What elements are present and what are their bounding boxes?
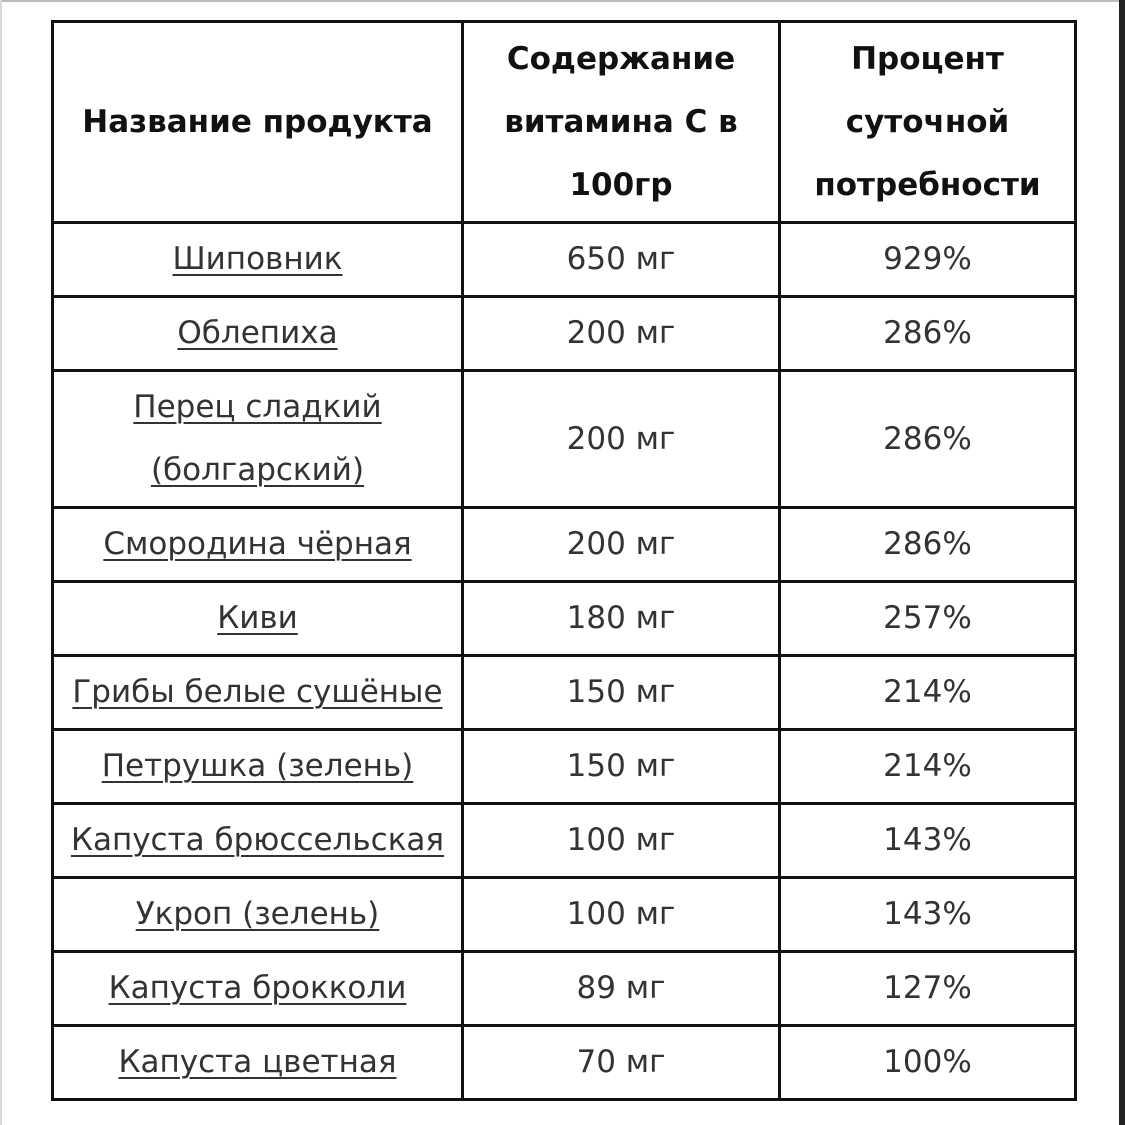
product-link[interactable]: Шиповник — [172, 241, 343, 277]
table-row — [53, 730, 1076, 804]
vitamin-c-cell: 150 мг — [463, 656, 780, 730]
product-link[interactable]: Укроп (зелень) — [135, 896, 380, 932]
vitamin-c-cell: 100 мг — [463, 804, 780, 878]
table-row — [53, 371, 1076, 508]
header-daily-percent: Процент суточной потребности — [780, 22, 1076, 223]
table-row — [53, 952, 1076, 1026]
vitamin-c-cell: 200 мг — [463, 297, 780, 371]
table-row — [53, 878, 1076, 952]
table-row — [53, 508, 1076, 582]
table-row — [53, 223, 1076, 297]
vitamin-c-cell: 650 мг — [463, 223, 780, 297]
product-link[interactable]: Грибы белые сушёные — [72, 674, 443, 710]
daily-percent-cell: 214% — [780, 656, 1076, 730]
window-top-edge — [0, 0, 1125, 2]
vitamin-c-cell: 70 мг — [463, 1026, 780, 1100]
table-row — [53, 297, 1076, 371]
vitamin-c-table — [51, 20, 1077, 1101]
product-cell — [53, 804, 463, 878]
product-cell — [53, 371, 463, 508]
product-cell — [53, 508, 463, 582]
vitamin-c-cell: 200 мг — [463, 371, 780, 508]
daily-percent-cell: 127% — [780, 952, 1076, 1026]
header-vitamin-c-content: Содержание витамина С в 100гр — [463, 22, 780, 223]
product-link[interactable]: Капуста брокколи — [108, 970, 407, 1006]
product-cell — [53, 952, 463, 1026]
table-row — [53, 804, 1076, 878]
window-left-edge — [0, 0, 2, 1125]
daily-percent-cell: 929% — [780, 223, 1076, 297]
product-link[interactable]: Перец сладкий (болгарский) — [133, 389, 382, 488]
table-row — [53, 1026, 1076, 1100]
product-link[interactable]: Петрушка (зелень) — [101, 748, 414, 784]
daily-percent-cell: 286% — [780, 371, 1076, 508]
daily-percent-cell: 214% — [780, 730, 1076, 804]
product-link[interactable]: Облепиха — [177, 315, 338, 351]
table-row — [53, 582, 1076, 656]
product-cell — [53, 1026, 463, 1100]
product-cell — [53, 656, 463, 730]
daily-percent-cell: 257% — [780, 582, 1076, 656]
vitamin-c-cell: 200 мг — [463, 508, 780, 582]
vitamin-c-cell: 150 мг — [463, 730, 780, 804]
product-cell — [53, 223, 463, 297]
table-row — [53, 656, 1076, 730]
header-product-name: Название продукта — [53, 22, 463, 223]
product-link[interactable]: Капуста цветная — [118, 1044, 397, 1080]
vitamin-c-cell: 100 мг — [463, 878, 780, 952]
daily-percent-cell: 286% — [780, 297, 1076, 371]
daily-percent-cell: 100% — [780, 1026, 1076, 1100]
product-link[interactable]: Смородина чёрная — [103, 526, 412, 562]
vitamin-c-cell: 180 мг — [463, 582, 780, 656]
daily-percent-cell: 143% — [780, 878, 1076, 952]
product-link[interactable]: Киви — [217, 600, 298, 636]
scrollbar-edge — [1119, 0, 1125, 1125]
table-header-row — [53, 22, 1076, 223]
product-link[interactable]: Капуста брюссельская — [70, 822, 445, 858]
product-cell — [53, 297, 463, 371]
product-cell — [53, 730, 463, 804]
product-cell — [53, 582, 463, 656]
daily-percent-cell: 143% — [780, 804, 1076, 878]
product-cell — [53, 878, 463, 952]
vitamin-c-cell: 89 мг — [463, 952, 780, 1026]
daily-percent-cell: 286% — [780, 508, 1076, 582]
